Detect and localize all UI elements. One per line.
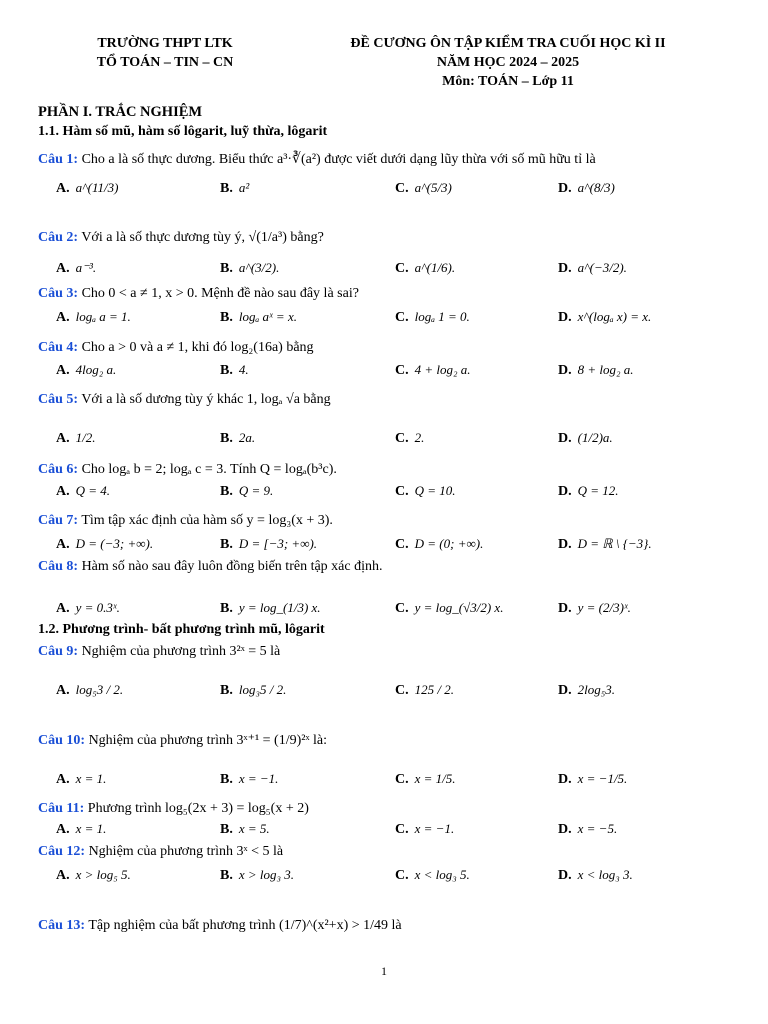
question-7 xyxy=(38,513,333,529)
question-11 xyxy=(38,801,309,817)
option-d[interactable]: D. x^(logₐ x) = x. xyxy=(558,309,652,325)
header-right xyxy=(318,34,698,91)
option-a[interactable]: A. a^(11/3) xyxy=(56,180,119,196)
option-d[interactable]: D. 8 + log₂ a. xyxy=(558,362,634,378)
option-d[interactable]: D. a^(−3/2). xyxy=(558,260,627,276)
subject-line: Môn: TOÁN – Lớp 11 xyxy=(442,74,574,89)
question-text: Với a là số dương tùy ý khác 1, logₐ √a bằng xyxy=(81,392,331,407)
option-a[interactable]: A. 4log₂ a. xyxy=(56,362,117,378)
option-b[interactable]: B. a² xyxy=(220,180,250,196)
question-label: Câu 2: xyxy=(38,230,79,245)
option-c[interactable]: C. D = (0; +∞). xyxy=(395,536,484,552)
option-c[interactable]: C. 4 + log₂ a. xyxy=(395,362,471,378)
question-12 xyxy=(38,844,283,860)
question-4 xyxy=(38,340,314,356)
option-b[interactable]: B. 2a. xyxy=(220,430,256,446)
option-b[interactable]: B. x > log₃ 3. xyxy=(220,867,295,883)
options-row-3 xyxy=(0,309,768,331)
question-1 xyxy=(38,151,596,168)
option-d[interactable]: D. a^(8/3) xyxy=(558,180,615,196)
question-label: Câu 3: xyxy=(38,286,79,301)
option-d[interactable]: D. x = −5. xyxy=(558,821,618,837)
question-label: Câu 7: xyxy=(38,513,79,528)
option-a[interactable]: A. x = 1. xyxy=(56,821,107,837)
option-d[interactable]: D. x = −1/5. xyxy=(558,771,628,787)
option-d[interactable]: D. 2log₅3. xyxy=(558,682,616,698)
option-a[interactable]: A. Q = 4. xyxy=(56,483,111,499)
options-row-12 xyxy=(0,867,768,889)
option-a[interactable]: A. a⁻³. xyxy=(56,260,97,276)
question-text: Nghiệm của phương trình 3ˣ⁺¹ = (1/9)²ˣ là: xyxy=(88,733,328,748)
section-heading-1: 1.1. Hàm số mũ, hàm số lôgarit, luỹ thừa, lôgarit xyxy=(38,124,328,139)
question-text: Hàm số nào sau đây luôn đồng biến trên tập xác định. xyxy=(81,559,383,574)
options-row-10 xyxy=(0,771,768,793)
question-3 xyxy=(38,286,359,302)
question-label: Câu 9: xyxy=(38,644,79,659)
option-c[interactable]: C. x = −1. xyxy=(395,821,455,837)
section-heading-2: 1.2. Phương trình- bất phương trình mũ, lôgarit xyxy=(38,622,325,637)
question-9 xyxy=(38,644,280,660)
option-b[interactable]: B. y = log_(1/3) x. xyxy=(220,600,321,616)
option-d[interactable]: D. (1/2)a. xyxy=(558,430,613,446)
option-a[interactable]: A. x = 1. xyxy=(56,771,107,787)
question-text: Cho 0 < a ≠ 1, x > 0. Mệnh đề nào sau đây là sai? xyxy=(81,286,359,301)
question-text: Tìm tập xác định của hàm số y = log₃(x + 3). xyxy=(81,513,333,528)
options-row-6 xyxy=(0,483,768,505)
question-10 xyxy=(38,732,327,749)
page-number: 1 xyxy=(381,964,387,978)
school-year: NĂM HỌC 2024 – 2025 xyxy=(436,55,580,70)
options-row-11 xyxy=(0,821,768,843)
group-name: TỔ TOÁN – TIN – CN xyxy=(96,55,234,70)
option-c[interactable]: C. x < log₃ 5. xyxy=(395,867,470,883)
options-row-8 xyxy=(0,600,768,622)
option-a[interactable]: A. y = 0.3ˣ. xyxy=(56,600,120,616)
question-label: Câu 11: xyxy=(38,801,85,816)
question-label: Câu 4: xyxy=(38,340,79,355)
school-name: TRƯỜNG THPT LTK xyxy=(97,36,233,51)
question-label: Câu 1: xyxy=(38,152,79,167)
question-13 xyxy=(38,918,402,934)
question-text: Cho logₐ b = 2; logₐ c = 3. Tính Q = logₐ(b³c). xyxy=(81,462,337,477)
option-d[interactable]: D. x < log₃ 3. xyxy=(558,867,633,883)
option-b[interactable]: B. 4. xyxy=(220,362,249,378)
option-c[interactable]: C. x = 1/5. xyxy=(395,771,456,787)
option-d[interactable]: D. Q = 12. xyxy=(558,483,619,499)
options-row-9 xyxy=(0,682,768,704)
option-b[interactable]: B. logₐ aˣ = x. xyxy=(220,309,297,325)
question-label: Câu 8: xyxy=(38,559,79,574)
option-c[interactable]: C. Q = 10. xyxy=(395,483,456,499)
document-title: ĐỀ CƯƠNG ÔN TẬP KIỂM TRA CUỐI HỌC KÌ II xyxy=(350,36,666,51)
question-text: Phương trình log₅(2x + 3) = log₅(x + 2) xyxy=(87,801,309,816)
question-text: Nghiệm của phương trình 3ˣ < 5 là xyxy=(88,844,284,859)
option-d[interactable]: D. D = ℝ \ {−3}. xyxy=(558,536,652,552)
option-b[interactable]: B. Q = 9. xyxy=(220,483,274,499)
option-b[interactable]: B. a^(3/2). xyxy=(220,260,280,276)
question-text: Cho a là số thực dương. Biểu thức a³·∛(a²) được viết dưới dạng lũy thừa với số mũ hữu tỉ là xyxy=(81,152,596,167)
option-c[interactable]: C. 125 / 2. xyxy=(395,682,454,698)
question-5 xyxy=(38,392,331,408)
option-b[interactable]: B. x = 5. xyxy=(220,821,270,837)
question-label: Câu 13: xyxy=(38,918,86,933)
option-c[interactable]: C. 2. xyxy=(395,430,425,446)
question-6 xyxy=(38,462,337,478)
question-text: Cho a > 0 và a ≠ 1, khi đó log₂(16a) bằng xyxy=(81,340,314,355)
question-text: Với a là số thực dương tùy ý, √(1/a³) bằng? xyxy=(81,230,324,245)
question-8 xyxy=(38,559,383,575)
options-row-7 xyxy=(0,536,768,558)
option-a[interactable]: A. 1/2. xyxy=(56,430,96,446)
option-c[interactable]: C. a^(1/6). xyxy=(395,260,456,276)
option-d[interactable]: D. y = (2/3)ˣ. xyxy=(558,600,631,616)
option-b[interactable]: B. x = −1. xyxy=(220,771,279,787)
question-label: Câu 12: xyxy=(38,844,86,859)
option-a[interactable]: A. log₅3 / 2. xyxy=(56,682,124,698)
options-row-5 xyxy=(0,430,768,452)
question-2 xyxy=(38,230,324,246)
options-row-2 xyxy=(0,260,768,282)
question-label: Câu 5: xyxy=(38,392,79,407)
question-label: Câu 6: xyxy=(38,462,79,477)
header-left xyxy=(60,34,270,72)
options-row-4 xyxy=(0,362,768,384)
option-c[interactable]: C. logₐ 1 = 0. xyxy=(395,309,470,325)
option-c[interactable]: C. y = log_(√3/2) x. xyxy=(395,600,504,616)
question-text: Nghiệm của phương trình 3²ˣ = 5 là xyxy=(81,644,281,659)
option-c[interactable]: C. a^(5/3) xyxy=(395,180,452,196)
option-a[interactable]: A. D = (−3; +∞). xyxy=(56,536,154,552)
options-row-1 xyxy=(0,180,768,202)
option-a[interactable]: A. logₐ a = 1. xyxy=(56,309,131,325)
option-b[interactable]: B. log₃5 / 2. xyxy=(220,682,287,698)
part-heading: PHẦN I. TRẮC NGHIỆM xyxy=(38,104,203,120)
question-label: Câu 10: xyxy=(38,733,86,748)
option-a[interactable]: A. x > log₅ 5. xyxy=(56,867,131,883)
question-text: Tập nghiệm của bất phương trình (1/7)^(x²+x) > 1/49 là xyxy=(88,918,402,933)
option-b[interactable]: B. D = [−3; +∞). xyxy=(220,536,318,552)
